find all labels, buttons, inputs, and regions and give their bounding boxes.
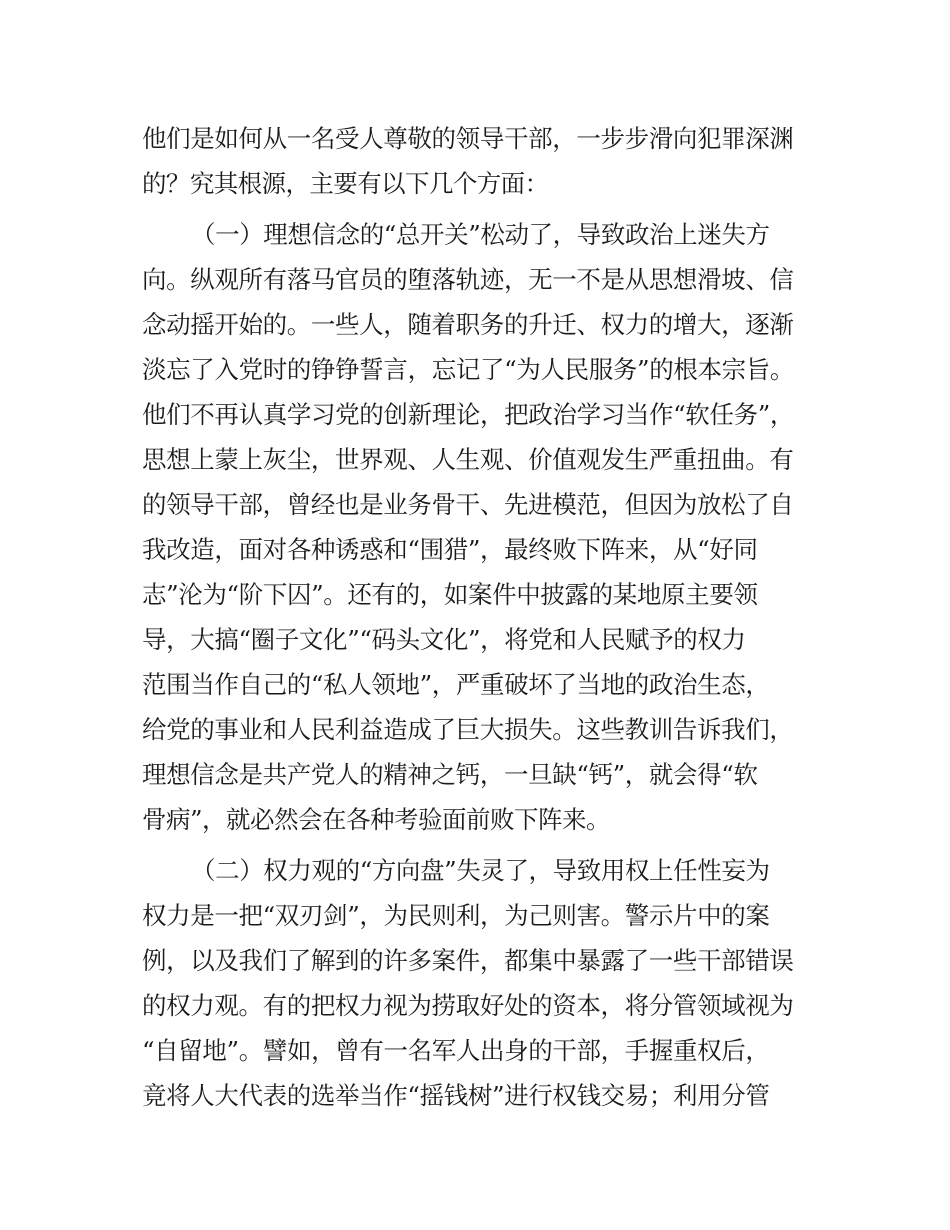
text-line: 思想上蒙上灰尘，世界观、人生观、价值观发生严重扭曲。有	[142, 445, 794, 474]
text-line: 的？究其根源，主要有以下几个方面：	[142, 169, 549, 198]
text-line: 给党的事业和人民利益造成了巨大损失。这些教训告诉我们，	[142, 715, 794, 744]
text-line: 的领导干部，曾经也是业务骨干、先进模范，但因为放松了自	[142, 490, 794, 519]
text-line: 的权力观。有的把权力视为捞取好处的资本，将分管领域视为	[142, 991, 794, 1020]
text-line: 他们不再认真学习党的创新理论，把政治学习当作“软任务”，	[142, 400, 795, 429]
paragraph-section-one	[142, 212, 822, 842]
text-line: 例，以及我们了解到的许多案件，都集中暴露了一些干部错误	[142, 946, 794, 975]
text-line: 志”沦为“阶下囚”。还有的，如案件中披露的某地原主要领	[142, 580, 758, 609]
document-body	[142, 116, 822, 1118]
text-line: 骨病”，就必然会在各种考验面前败下阵来。	[142, 805, 611, 834]
text-line: 导，大搞“圈子文化”“码头文化”，将党和人民赋予的权力	[142, 625, 746, 654]
text-line: “自留地”。譬如，曾有一名军人出身的干部，手握重权后，	[142, 1036, 770, 1065]
text-line: 他们是如何从一名受人尊敬的领导干部，一步步滑向犯罪深渊	[142, 124, 794, 153]
paragraph-intro	[142, 116, 822, 206]
text-line: 淡忘了入党时的铮铮誓言，忘记了“为人民服务”的根本宗旨。	[142, 355, 795, 384]
text-line: 向。纵观所有落马官员的堕落轨迹，无一不是从思想滑坡、信	[142, 265, 794, 294]
text-line: 念动摇开始的。一些人，随着职务的升迁、权力的增大，逐渐	[142, 310, 794, 339]
section-heading-line: （一）理想信念的“总开关”松动了，导致政治上迷失方	[191, 220, 770, 249]
section-heading-line: （二）权力观的“方向盘”失灵了，导致用权上任性妄为	[191, 856, 770, 885]
text-line: 理想信念是共产党人的精神之钙，一旦缺“钙”，就会得“软	[142, 760, 758, 789]
paragraph-section-two	[142, 848, 822, 1118]
text-line: 范围当作自己的“私人领地”，严重破坏了当地的政治生态，	[142, 670, 770, 699]
text-line: 权力是一把“双刃剑”，为民则利，为己则害。警示片中的案	[142, 901, 770, 930]
text-line: 竟将人大代表的选举当作“摇钱树”进行权钱交易；利用分管	[142, 1081, 770, 1110]
text-line: 我改造，面对各种诱惑和“围猎”，最终败下阵来，从“好同	[142, 535, 758, 564]
